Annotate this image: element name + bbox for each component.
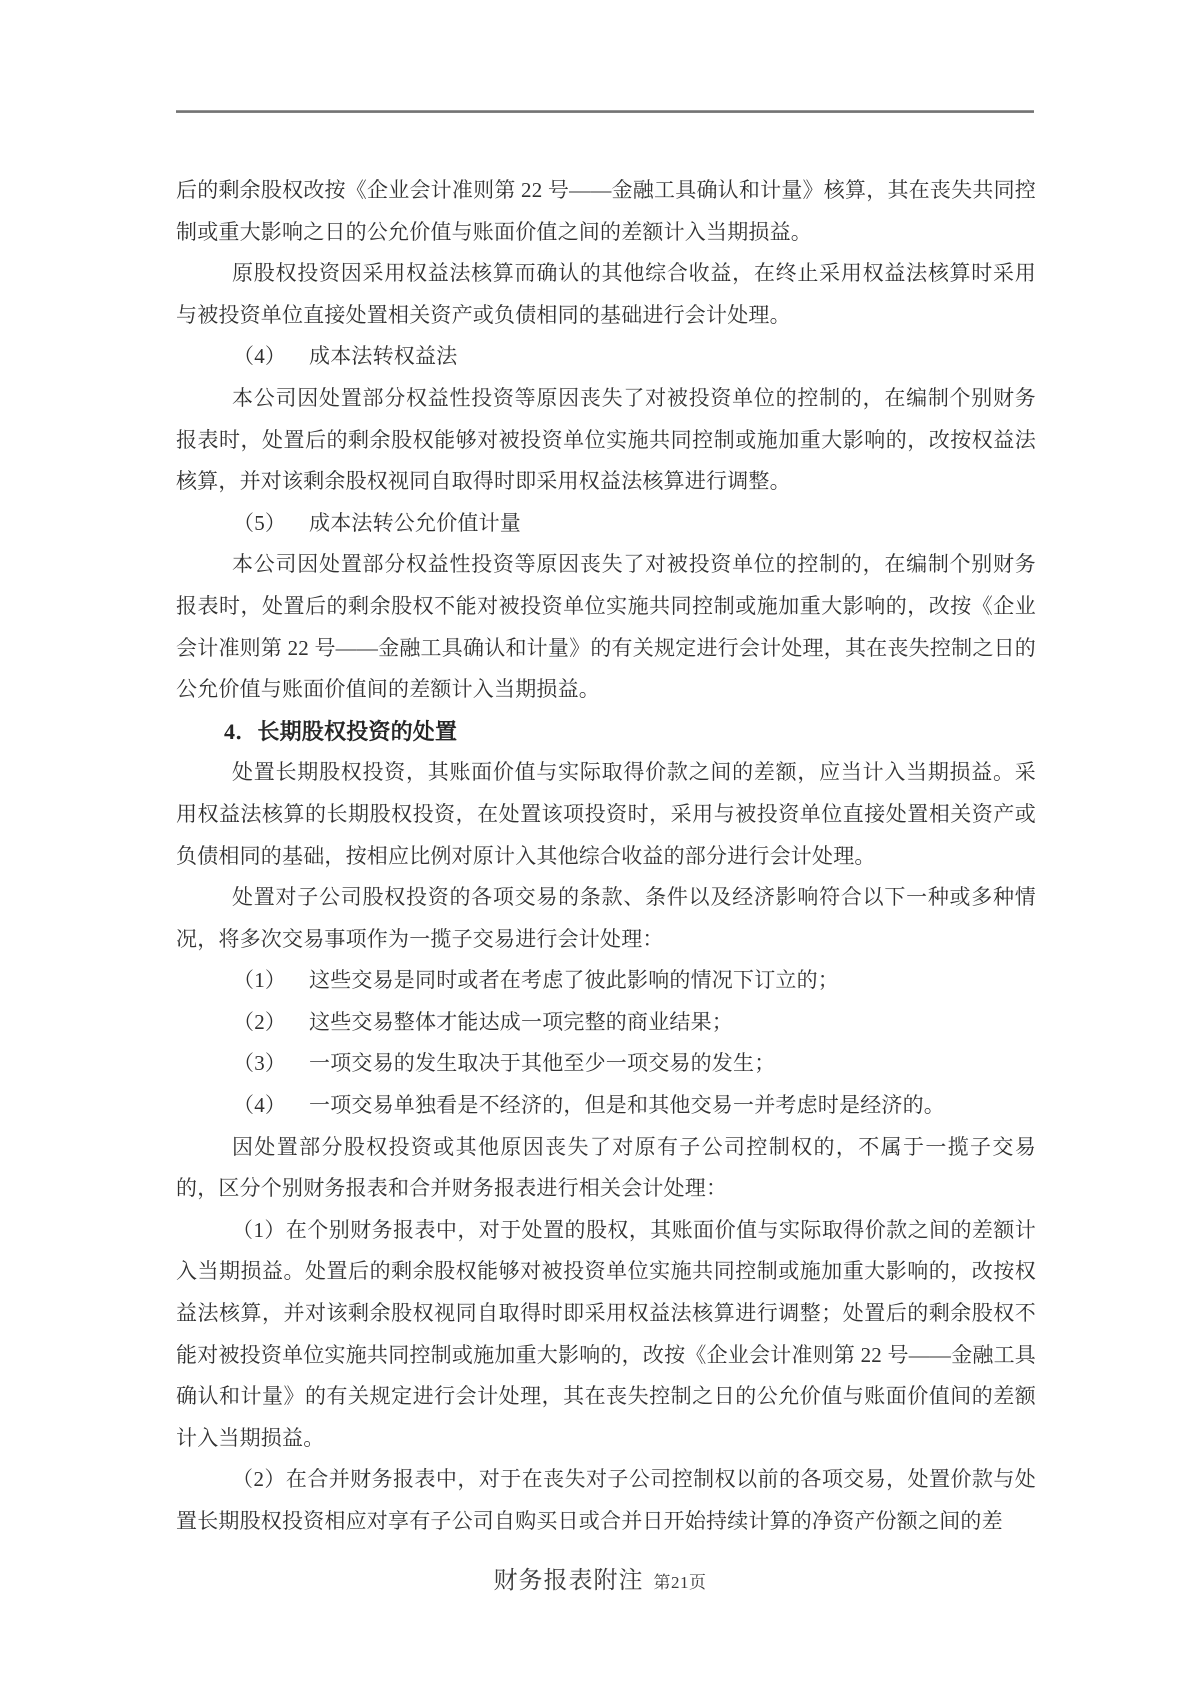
- list-item-number: （5）: [233, 510, 287, 535]
- section-heading: 4．长期股权投资的处置: [224, 718, 458, 744]
- paragraph: 本公司因处置部分权益性投资等原因丧失了对被投资单位的控制的，在编制个别财务报表时，处置后的剩余股权能够对被投资单位实施共同控制或施加重大影响的，改按权益法核算，并对该剩余股权视同自取得时即采用权益法核算进行调整。: [176, 385, 1036, 494]
- list-item-text: 这些交易是同时或者在考虑了彼此影响的情况下订立的；: [309, 968, 839, 993]
- document-body: [176, 170, 1036, 1543]
- numbered-list-item: [176, 503, 1036, 545]
- list-item-number: （2）: [233, 1009, 287, 1034]
- numbered-list-item: [176, 336, 1036, 378]
- paragraph: 本公司因处置部分权益性投资等原因丧失了对被投资单位的控制的，在编制个别财务报表时，处置后的剩余股权不能对被投资单位实施共同控制或施加重大影响的，改按《企业会计准则第 22 号——金融工具确认和计量》的有关规定进行会计处理，其在丧失控制之日的公允价值与账面价值间的差额计入当期损益。: [176, 552, 1036, 702]
- list-item-text: 一项交易单独看是不经济的，但是和其他交易一并考虑时是经济的。: [309, 1093, 945, 1118]
- list-item-number: （4）: [233, 1093, 287, 1118]
- paragraph: 处置对子公司股权投资的各项交易的条款、条件以及经济影响符合以下一种或多种情况，将多次交易事项作为一揽子交易进行会计处理：: [176, 885, 1036, 951]
- paragraph: （1）在个别财务报表中，对于处置的股权，其账面价值与实际取得价款之间的差额计入当期损益。处置后的剩余股权能够对被投资单位实施共同控制或施加重大影响的，改按权益法核算，并对该剩余股权视同自取得时即采用权益法核算进行调整；处置后的剩余股权不能对被投资单位实施共同控制或施加重大影响的，改按《企业会计准则第 22 号——金融工具确认和计量》的有关规定进行会计处理，其在丧失控制之日的公允价值与账面价值间的差额计入当期损益。: [176, 1217, 1036, 1450]
- numbered-list-item: [176, 1043, 1036, 1085]
- list-item-text: 这些交易整体才能达成一项完整的商业结果；: [309, 1009, 733, 1034]
- paragraph: 原股权投资因采用权益法核算而确认的其他综合收益，在终止采用权益法核算时采用与被投资单位直接处置相关资产或负债相同的基础进行会计处理。: [176, 261, 1036, 327]
- list-item-text: 成本法转权益法: [309, 344, 458, 369]
- page-footer: [0, 1560, 1200, 1595]
- list-item-number: （3）: [233, 1051, 287, 1076]
- footer-title: 财务报表附注: [493, 1568, 644, 1594]
- list-item-text: 成本法转公允价值计量: [309, 510, 521, 535]
- list-item-text: 一项交易的发生取决于其他至少一项交易的发生；: [309, 1051, 776, 1076]
- page-number: 第21页: [653, 1573, 707, 1592]
- paragraph: 因处置部分股权投资或其他原因丧失了对原有子公司控制权的，不属于一揽子交易的，区分个别财务报表和合并财务报表进行相关会计处理：: [176, 1134, 1036, 1201]
- paragraph: 处置长期股权投资，其账面价值与实际取得价款之间的差额，应当计入当期损益。采用权益法核算的长期股权投资，在处置该项投资时，采用与被投资单位直接处置相关资产或负债相同的基础，按相应比例对原计入其他综合收益的部分进行会计处理。: [176, 760, 1036, 868]
- paragraph: （2）在合并财务报表中，对于在丧失对子公司控制权以前的各项交易，处置价款与处置长期股权投资相应对享有子公司自购买日或合并日开始持续计算的净资产份额之间的差: [176, 1467, 1036, 1533]
- list-item-number: （4）: [233, 344, 287, 369]
- paragraph: 后的剩余股权改按《企业会计准则第 22 号——金融工具确认和计量》核算，其在丧失共同控制或重大影响之日的公允价值与账面价值之间的差额计入当期损益。: [176, 178, 1036, 244]
- numbered-list-item: [176, 1002, 1036, 1044]
- numbered-list-item: [176, 960, 1036, 1002]
- header-rule: [176, 110, 1034, 113]
- numbered-list-item: [176, 1085, 1036, 1127]
- list-item-number: （1）: [233, 968, 287, 993]
